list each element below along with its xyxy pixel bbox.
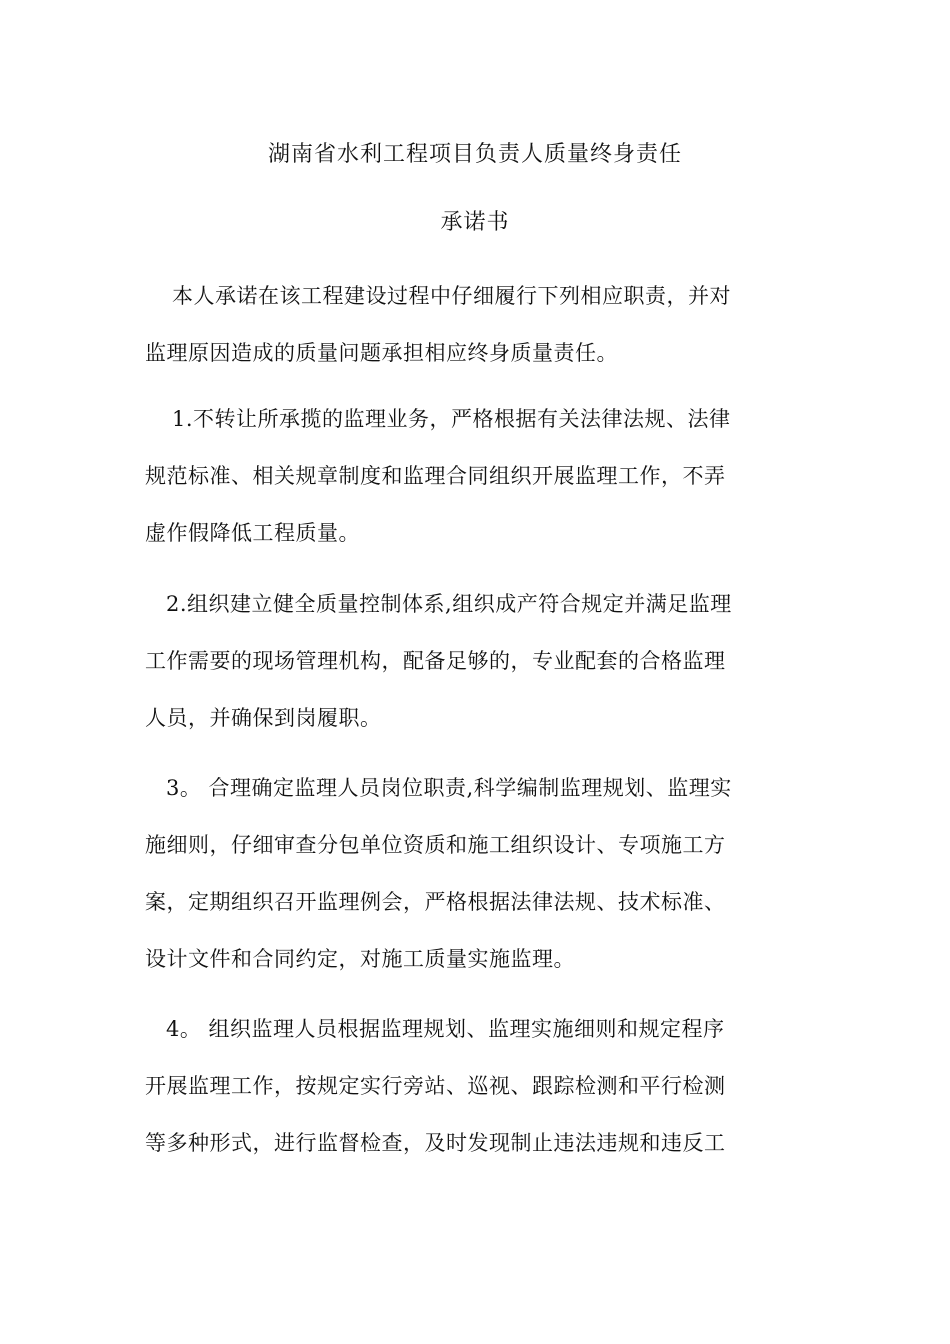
paragraph-intro-line-1: 本人承诺在该工程建设过程中仔细履行下列相应职责，并对 [172, 284, 731, 308]
item-1-line-2: 规范标准、相关规章制度和监理合同组织开展监理工作，不弄 [145, 464, 726, 488]
item-3-line-1: 3。 合理确定监理人员岗位职责,科学编制监理规划、监理实 [166, 776, 732, 800]
item-1-line-3: 虚作假降低工程质量。 [145, 521, 360, 545]
document-subtitle: 承诺书 [440, 210, 510, 235]
item-3-line-2: 施细则，仔细审查分包单位资质和施工组织设计、专项施工方 [145, 833, 726, 857]
document-title: 湖南省水利工程项目负责人质量终身责任 [267, 142, 682, 167]
item-2-line-2: 工作需要的现场管理机构，配备足够的，专业配套的合格监理 [145, 649, 726, 673]
item-4-line-2: 开展监理工作，按规定实行旁站、巡视、跟踪检测和平行检测 [145, 1074, 726, 1098]
item-2-line-3: 人员，并确保到岗履职。 [145, 706, 382, 730]
item-4-line-3: 等多种形式，进行监督检查，及时发现制止违法违规和违反工 [145, 1131, 726, 1155]
item-4-line-1: 4。 组织监理人员根据监理规划、监理实施细则和规定程序 [166, 1017, 725, 1041]
paragraph-intro-line-2: 监理原因造成的质量问题承担相应终身质量责任。 [145, 341, 618, 365]
item-3-line-3: 案，定期组织召开监理例会，严格根据法律法规、技术标准、 [145, 890, 726, 914]
item-2-line-1: 2.组织建立健全质量控制体系,组织成产符合规定并满足监理 [166, 592, 732, 616]
item-1-line-1: 1.不转让所承揽的监理业务，严格根据有关法律法规、法律 [172, 407, 731, 431]
item-3-line-4: 设计文件和合同约定，对施工质量实施监理。 [145, 947, 575, 971]
